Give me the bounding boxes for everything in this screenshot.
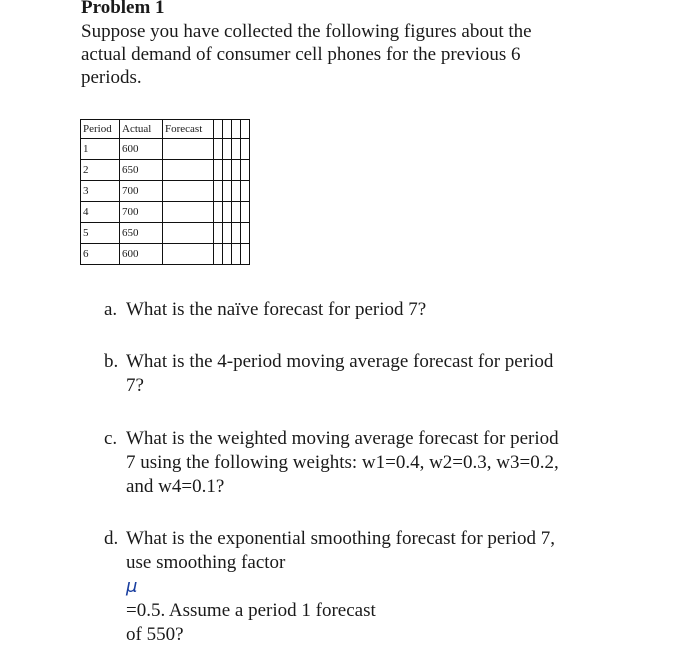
empty-cell [241,160,250,181]
problem-title: Problem 1 [81,0,165,18]
empty-cell [214,223,223,244]
actual-cell: 700 [120,202,163,223]
forecast-cell [163,202,214,223]
question-label: b. [104,351,119,372]
table-row [81,139,250,160]
table-row [81,160,250,181]
header-actual: Actual [120,120,163,139]
empty-cell [214,244,223,265]
empty-cell [223,244,232,265]
empty-cell [232,160,241,181]
empty-cell [241,244,250,265]
table-header-row [81,120,250,139]
empty-cell [241,181,250,202]
empty-cell [214,120,223,139]
empty-cell [223,139,232,160]
empty-cell [223,181,232,202]
question-text: What is the 4-period moving average forecast for period 7? [126,351,554,396]
forecast-cell [163,139,214,160]
question-label: a. [104,299,118,320]
empty-cell [223,202,232,223]
empty-cell [232,202,241,223]
empty-cell [223,120,232,139]
empty-cell [232,120,241,139]
forecast-cell [163,244,214,265]
empty-cell [232,139,241,160]
actual-cell: 650 [120,223,163,244]
question-label: d. [104,528,119,549]
empty-cell [241,202,250,223]
intro-line: Suppose you have collected the following figures about the [81,21,532,42]
empty-cell [214,139,223,160]
table-row [81,244,250,265]
forecast-cell [163,223,214,244]
problem-intro [81,20,641,89]
empty-cell [232,181,241,202]
empty-cell [214,202,223,223]
forecast-cell [163,160,214,181]
demand-table [80,119,250,265]
table-row [81,223,250,244]
forecast-cell [163,181,214,202]
header-period: Period [81,120,120,139]
empty-cell [223,160,232,181]
intro-line: periods. [81,67,142,88]
question-text: What is the exponential smoothing forecast for period 7, use smoothing factor μ =0.5. Assume a period 1 forecast of 550? [126,527,646,647]
period-cell: 1 [81,139,120,160]
empty-cell [232,244,241,265]
actual-cell: 600 [120,244,163,265]
actual-cell: 650 [120,160,163,181]
table-row [81,181,250,202]
header-forecast: Forecast [163,120,214,139]
mu-symbol: μ [126,576,138,597]
table-row [81,202,250,223]
empty-cell [223,223,232,244]
actual-cell: 600 [120,139,163,160]
question-label: c. [104,428,118,449]
period-cell: 2 [81,160,120,181]
question-text: What is the weighted moving average forecast for period 7 using the following weights: w1=0.4, w2=0.3, w3=0.2, and w4=0.1? [126,428,559,497]
empty-cell [214,181,223,202]
empty-cell [241,139,250,160]
empty-cell [241,223,250,244]
question-text: What is the naïve forecast for period 7? [126,299,427,320]
period-cell: 6 [81,244,120,265]
period-cell: 4 [81,202,120,223]
actual-cell: 700 [120,181,163,202]
empty-cell [214,160,223,181]
intro-line: actual demand of consumer cell phones for the previous 6 [81,44,521,65]
period-cell: 5 [81,223,120,244]
empty-cell [241,120,250,139]
empty-cell [232,223,241,244]
period-cell: 3 [81,181,120,202]
